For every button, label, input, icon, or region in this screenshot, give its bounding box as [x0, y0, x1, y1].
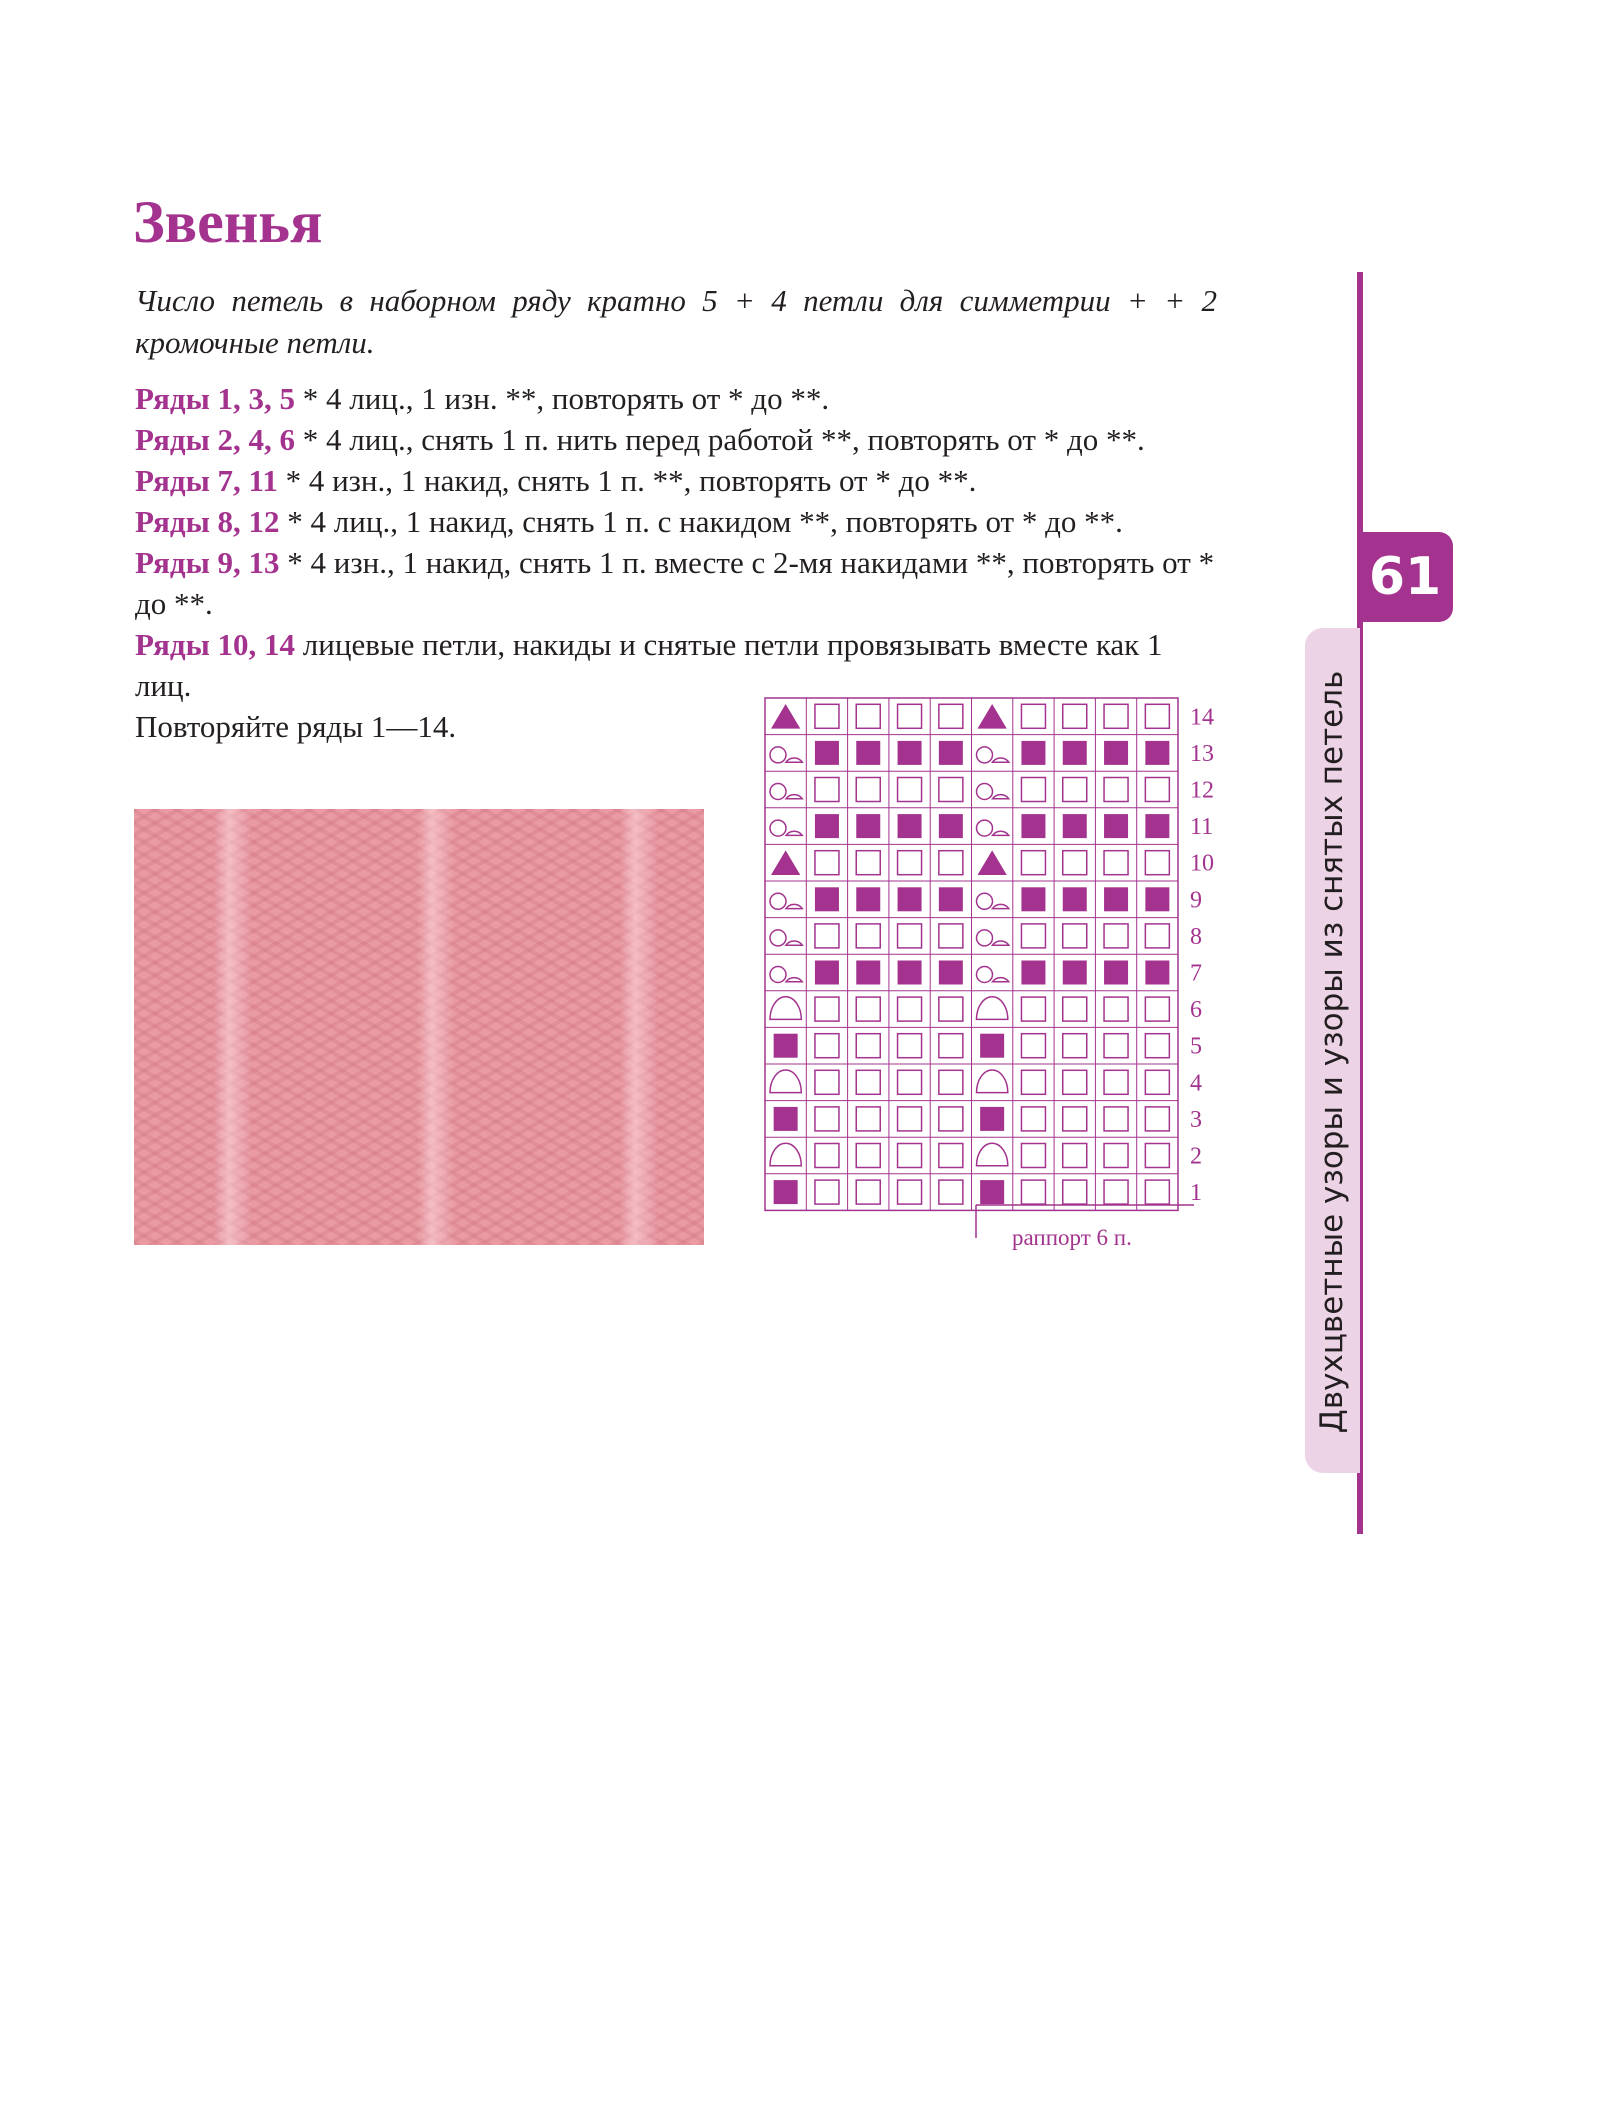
knit-square-symbol: [1104, 924, 1128, 948]
purl-square-symbol: [1104, 961, 1128, 985]
slip-symbol: [770, 997, 801, 1020]
slip-symbol: [786, 904, 802, 908]
purl-square-symbol: [815, 741, 839, 765]
yarn-over-symbol: [977, 930, 993, 946]
purl-square-symbol: [1021, 814, 1045, 838]
knit-square-symbol: [1145, 1070, 1169, 1094]
slip-symbol: [993, 795, 1009, 799]
page-number: 61: [1357, 532, 1453, 622]
knit-square-symbol: [898, 924, 922, 948]
row-number: 2: [1190, 1143, 1202, 1170]
knit-square-symbol: [856, 704, 880, 728]
knit-square-symbol: [1021, 924, 1045, 948]
yarn-over-symbol: [770, 893, 786, 909]
knit-square-symbol: [1063, 1070, 1087, 1094]
knit-square-symbol: [1145, 1107, 1169, 1131]
knit-square-symbol: [856, 778, 880, 802]
purl-square-symbol: [774, 1034, 798, 1058]
rapport-label: раппорт 6 п.: [1012, 1225, 1132, 1250]
knit-square-symbol: [1104, 851, 1128, 875]
knit-square-symbol: [1063, 1107, 1087, 1131]
knit-square-symbol: [1104, 997, 1128, 1021]
knit-square-symbol: [856, 1034, 880, 1058]
knit-square-symbol: [815, 851, 839, 875]
purl-square-symbol: [815, 814, 839, 838]
slip-symbol: [786, 795, 802, 799]
knit-square-symbol: [1104, 1180, 1128, 1204]
slip-symbol: [786, 831, 802, 835]
slip-symbol: [977, 1143, 1008, 1166]
row-text: лицевые петли, накиды и снятые петли провязывать вместе как 1 лиц.: [135, 627, 1163, 703]
purl-square-symbol: [1021, 741, 1045, 765]
knit-square-symbol: [898, 778, 922, 802]
purl-square-symbol: [774, 1107, 798, 1131]
knit-square-symbol: [898, 851, 922, 875]
knit-square-symbol: [1104, 1144, 1128, 1168]
intro-text: Число петель в наборном ряду кратно 5 + 4 петли для симметрии + + 2 кромочные петли.: [135, 283, 1217, 360]
purl-square-symbol: [856, 814, 880, 838]
row-number: 11: [1190, 814, 1214, 841]
slip-symbol: [993, 941, 1009, 945]
slip-symbol: [993, 758, 1009, 762]
knit-square-symbol: [856, 1180, 880, 1204]
knit-square-symbol: [1063, 778, 1087, 802]
yarn-over-symbol: [977, 784, 993, 800]
knit-square-symbol: [1104, 704, 1128, 728]
purl-square-symbol: [939, 814, 963, 838]
knit-square-symbol: [1063, 1144, 1087, 1168]
knit-square-symbol: [1104, 778, 1128, 802]
row-number: 9: [1190, 887, 1202, 914]
purl-square-symbol: [1104, 887, 1128, 911]
purl-square-symbol: [980, 1180, 1004, 1204]
knit-square-symbol: [1021, 851, 1045, 875]
yarn-over-symbol: [770, 784, 786, 800]
knit-square-symbol: [1145, 704, 1169, 728]
knit-square-symbol: [856, 924, 880, 948]
purl-square-symbol: [1145, 814, 1169, 838]
purl-square-symbol: [1063, 814, 1087, 838]
knit-square-symbol: [1063, 851, 1087, 875]
purl-square-symbol: [856, 961, 880, 985]
knit-square-symbol: [1063, 997, 1087, 1021]
knit-square-symbol: [1063, 1180, 1087, 1204]
purl-square-symbol: [1021, 961, 1045, 985]
knit-square-symbol: [939, 1144, 963, 1168]
knit-square-symbol: [1021, 1034, 1045, 1058]
knit-square-symbol: [1021, 1180, 1045, 1204]
knit-square-symbol: [939, 924, 963, 948]
row-label: Ряды 9, 13: [135, 545, 280, 580]
purl-square-symbol: [939, 741, 963, 765]
row-number: 6: [1190, 997, 1202, 1024]
knit-square-symbol: [1145, 924, 1169, 948]
knit-square-symbol: [1021, 997, 1045, 1021]
row-label: Ряды 10, 14: [135, 627, 296, 662]
triangle-symbol: [978, 704, 1007, 729]
knit-square-symbol: [898, 1034, 922, 1058]
row-number: 8: [1190, 923, 1202, 950]
knit-square-symbol: [1145, 997, 1169, 1021]
row-number: 3: [1190, 1106, 1202, 1133]
row-text: * 4 лиц., 1 накид, снять 1 п. с накидом **, повторять от * до **.: [279, 504, 1123, 539]
purl-square-symbol: [1063, 887, 1087, 911]
knit-square-symbol: [1021, 1070, 1045, 1094]
knit-square-symbol: [939, 1107, 963, 1131]
purl-square-symbol: [898, 887, 922, 911]
purl-square-symbol: [939, 887, 963, 911]
knit-square-symbol: [898, 1144, 922, 1168]
knit-square-symbol: [898, 1107, 922, 1131]
knit-square-symbol: [815, 1107, 839, 1131]
slip-symbol: [977, 1070, 1008, 1093]
row-number: 14: [1190, 704, 1214, 731]
purl-square-symbol: [1063, 741, 1087, 765]
yarn-over-symbol: [977, 820, 993, 836]
purl-square-symbol: [815, 887, 839, 911]
row-number: 7: [1190, 960, 1202, 987]
purl-square-symbol: [774, 1180, 798, 1204]
row-number: 5: [1190, 1033, 1202, 1060]
knit-square-symbol: [815, 924, 839, 948]
purl-square-symbol: [856, 741, 880, 765]
slip-symbol: [993, 904, 1009, 908]
row-number: 12: [1190, 777, 1214, 804]
triangle-symbol: [771, 704, 800, 729]
knit-square-symbol: [939, 778, 963, 802]
knit-square-symbol: [856, 1144, 880, 1168]
knit-square-symbol: [898, 997, 922, 1021]
purl-square-symbol: [1104, 741, 1128, 765]
purl-square-symbol: [1063, 961, 1087, 985]
knit-square-symbol: [1063, 704, 1087, 728]
knit-square-symbol: [815, 704, 839, 728]
purl-square-symbol: [898, 741, 922, 765]
knit-square-symbol: [1145, 778, 1169, 802]
row-instruction: [135, 419, 1225, 460]
knit-square-symbol: [1021, 704, 1045, 728]
knit-square-symbol: [1063, 1034, 1087, 1058]
slip-symbol: [993, 831, 1009, 835]
chart-grid: [765, 698, 1178, 1210]
knit-square-symbol: [939, 704, 963, 728]
triangle-symbol: [771, 850, 800, 875]
row-label: Ряды 1, 3, 5: [135, 381, 296, 416]
knit-square-symbol: [1021, 1144, 1045, 1168]
knit-square-symbol: [1104, 1107, 1128, 1131]
knit-square-symbol: [898, 1070, 922, 1094]
knit-square-symbol: [939, 1180, 963, 1204]
slip-symbol: [786, 758, 802, 762]
knitting-chart: [757, 690, 1277, 1270]
purl-square-symbol: [898, 814, 922, 838]
knit-square-symbol: [898, 704, 922, 728]
row-text: * 4 изн., 1 накид, снять 1 п. вместе с 2-мя накидами **, повторять от * до **.: [135, 545, 1215, 621]
row-label: Ряды 8, 12: [135, 504, 280, 539]
row-number: 4: [1190, 1070, 1202, 1097]
knit-square-symbol: [815, 997, 839, 1021]
yarn-over-symbol: [770, 930, 786, 946]
row-instruction: [135, 378, 1225, 419]
purl-square-symbol: [1145, 887, 1169, 911]
knitted-sample-photo: [134, 809, 704, 1245]
knit-square-symbol: [1104, 1070, 1128, 1094]
sidebar-section-title: Двухцветные узоры и узоры из снятых петель: [1314, 670, 1350, 1434]
slip-symbol: [770, 1143, 801, 1166]
knit-square-symbol: [1104, 1034, 1128, 1058]
knit-square-symbol: [856, 1070, 880, 1094]
page-title: Звенья: [133, 189, 323, 255]
row-number: 13: [1190, 740, 1214, 767]
row-text: * 4 изн., 1 накид, снять 1 п. **, повторять от * до **.: [277, 463, 977, 498]
purl-square-symbol: [980, 1034, 1004, 1058]
knit-square-symbol: [856, 997, 880, 1021]
knit-square-symbol: [1145, 1180, 1169, 1204]
row-instruction: [135, 542, 1225, 624]
yarn-over-symbol: [977, 747, 993, 763]
purl-square-symbol: [1145, 741, 1169, 765]
row-label: Ряды 2, 4, 6: [135, 422, 296, 457]
slip-symbol: [770, 1070, 801, 1093]
knit-square-symbol: [815, 1070, 839, 1094]
yarn-over-symbol: [977, 893, 993, 909]
knit-square-symbol: [815, 1034, 839, 1058]
purl-square-symbol: [980, 1107, 1004, 1131]
yarn-over-symbol: [770, 820, 786, 836]
knit-square-symbol: [939, 851, 963, 875]
yarn-over-symbol: [770, 747, 786, 763]
slip-symbol: [786, 978, 802, 982]
knit-square-symbol: [1021, 778, 1045, 802]
row-instruction: [135, 501, 1225, 542]
triangle-symbol: [978, 850, 1007, 875]
knit-square-symbol: [1145, 1144, 1169, 1168]
purl-square-symbol: [1145, 961, 1169, 985]
knit-square-symbol: [939, 997, 963, 1021]
row-text: * 4 лиц., снять 1 п. нить перед работой **, повторять от * до **.: [295, 422, 1145, 457]
knit-square-symbol: [898, 1180, 922, 1204]
knit-square-symbol: [1145, 851, 1169, 875]
purl-square-symbol: [1104, 814, 1128, 838]
knit-square-symbol: [815, 1180, 839, 1204]
row-text: * 4 лиц., 1 изн. **, повторять от * до **.: [295, 381, 830, 416]
purl-square-symbol: [939, 961, 963, 985]
knit-square-symbol: [815, 1144, 839, 1168]
knit-square-symbol: [939, 1034, 963, 1058]
row-number: 10: [1190, 850, 1214, 877]
row-number: 1: [1190, 1180, 1202, 1207]
knit-square-symbol: [856, 851, 880, 875]
row-label: Ряды 7, 11: [135, 463, 278, 498]
knit-square-symbol: [939, 1070, 963, 1094]
purl-square-symbol: [898, 961, 922, 985]
purl-square-symbol: [815, 961, 839, 985]
slip-symbol: [786, 941, 802, 945]
yarn-over-symbol: [770, 967, 786, 983]
row-instruction: [135, 460, 1225, 501]
knit-square-symbol: [856, 1107, 880, 1131]
knit-square-symbol: [1063, 924, 1087, 948]
purl-square-symbol: [856, 887, 880, 911]
chart-row-numbers: [1190, 704, 1214, 1206]
purl-square-symbol: [1021, 887, 1045, 911]
slip-symbol: [977, 997, 1008, 1020]
knit-square-symbol: [815, 778, 839, 802]
knit-square-symbol: [1021, 1107, 1045, 1131]
yarn-over-symbol: [977, 967, 993, 983]
slip-symbol: [993, 978, 1009, 982]
knit-square-symbol: [1145, 1034, 1169, 1058]
repeat-note: Повторяйте ряды 1—14.: [135, 709, 457, 744]
